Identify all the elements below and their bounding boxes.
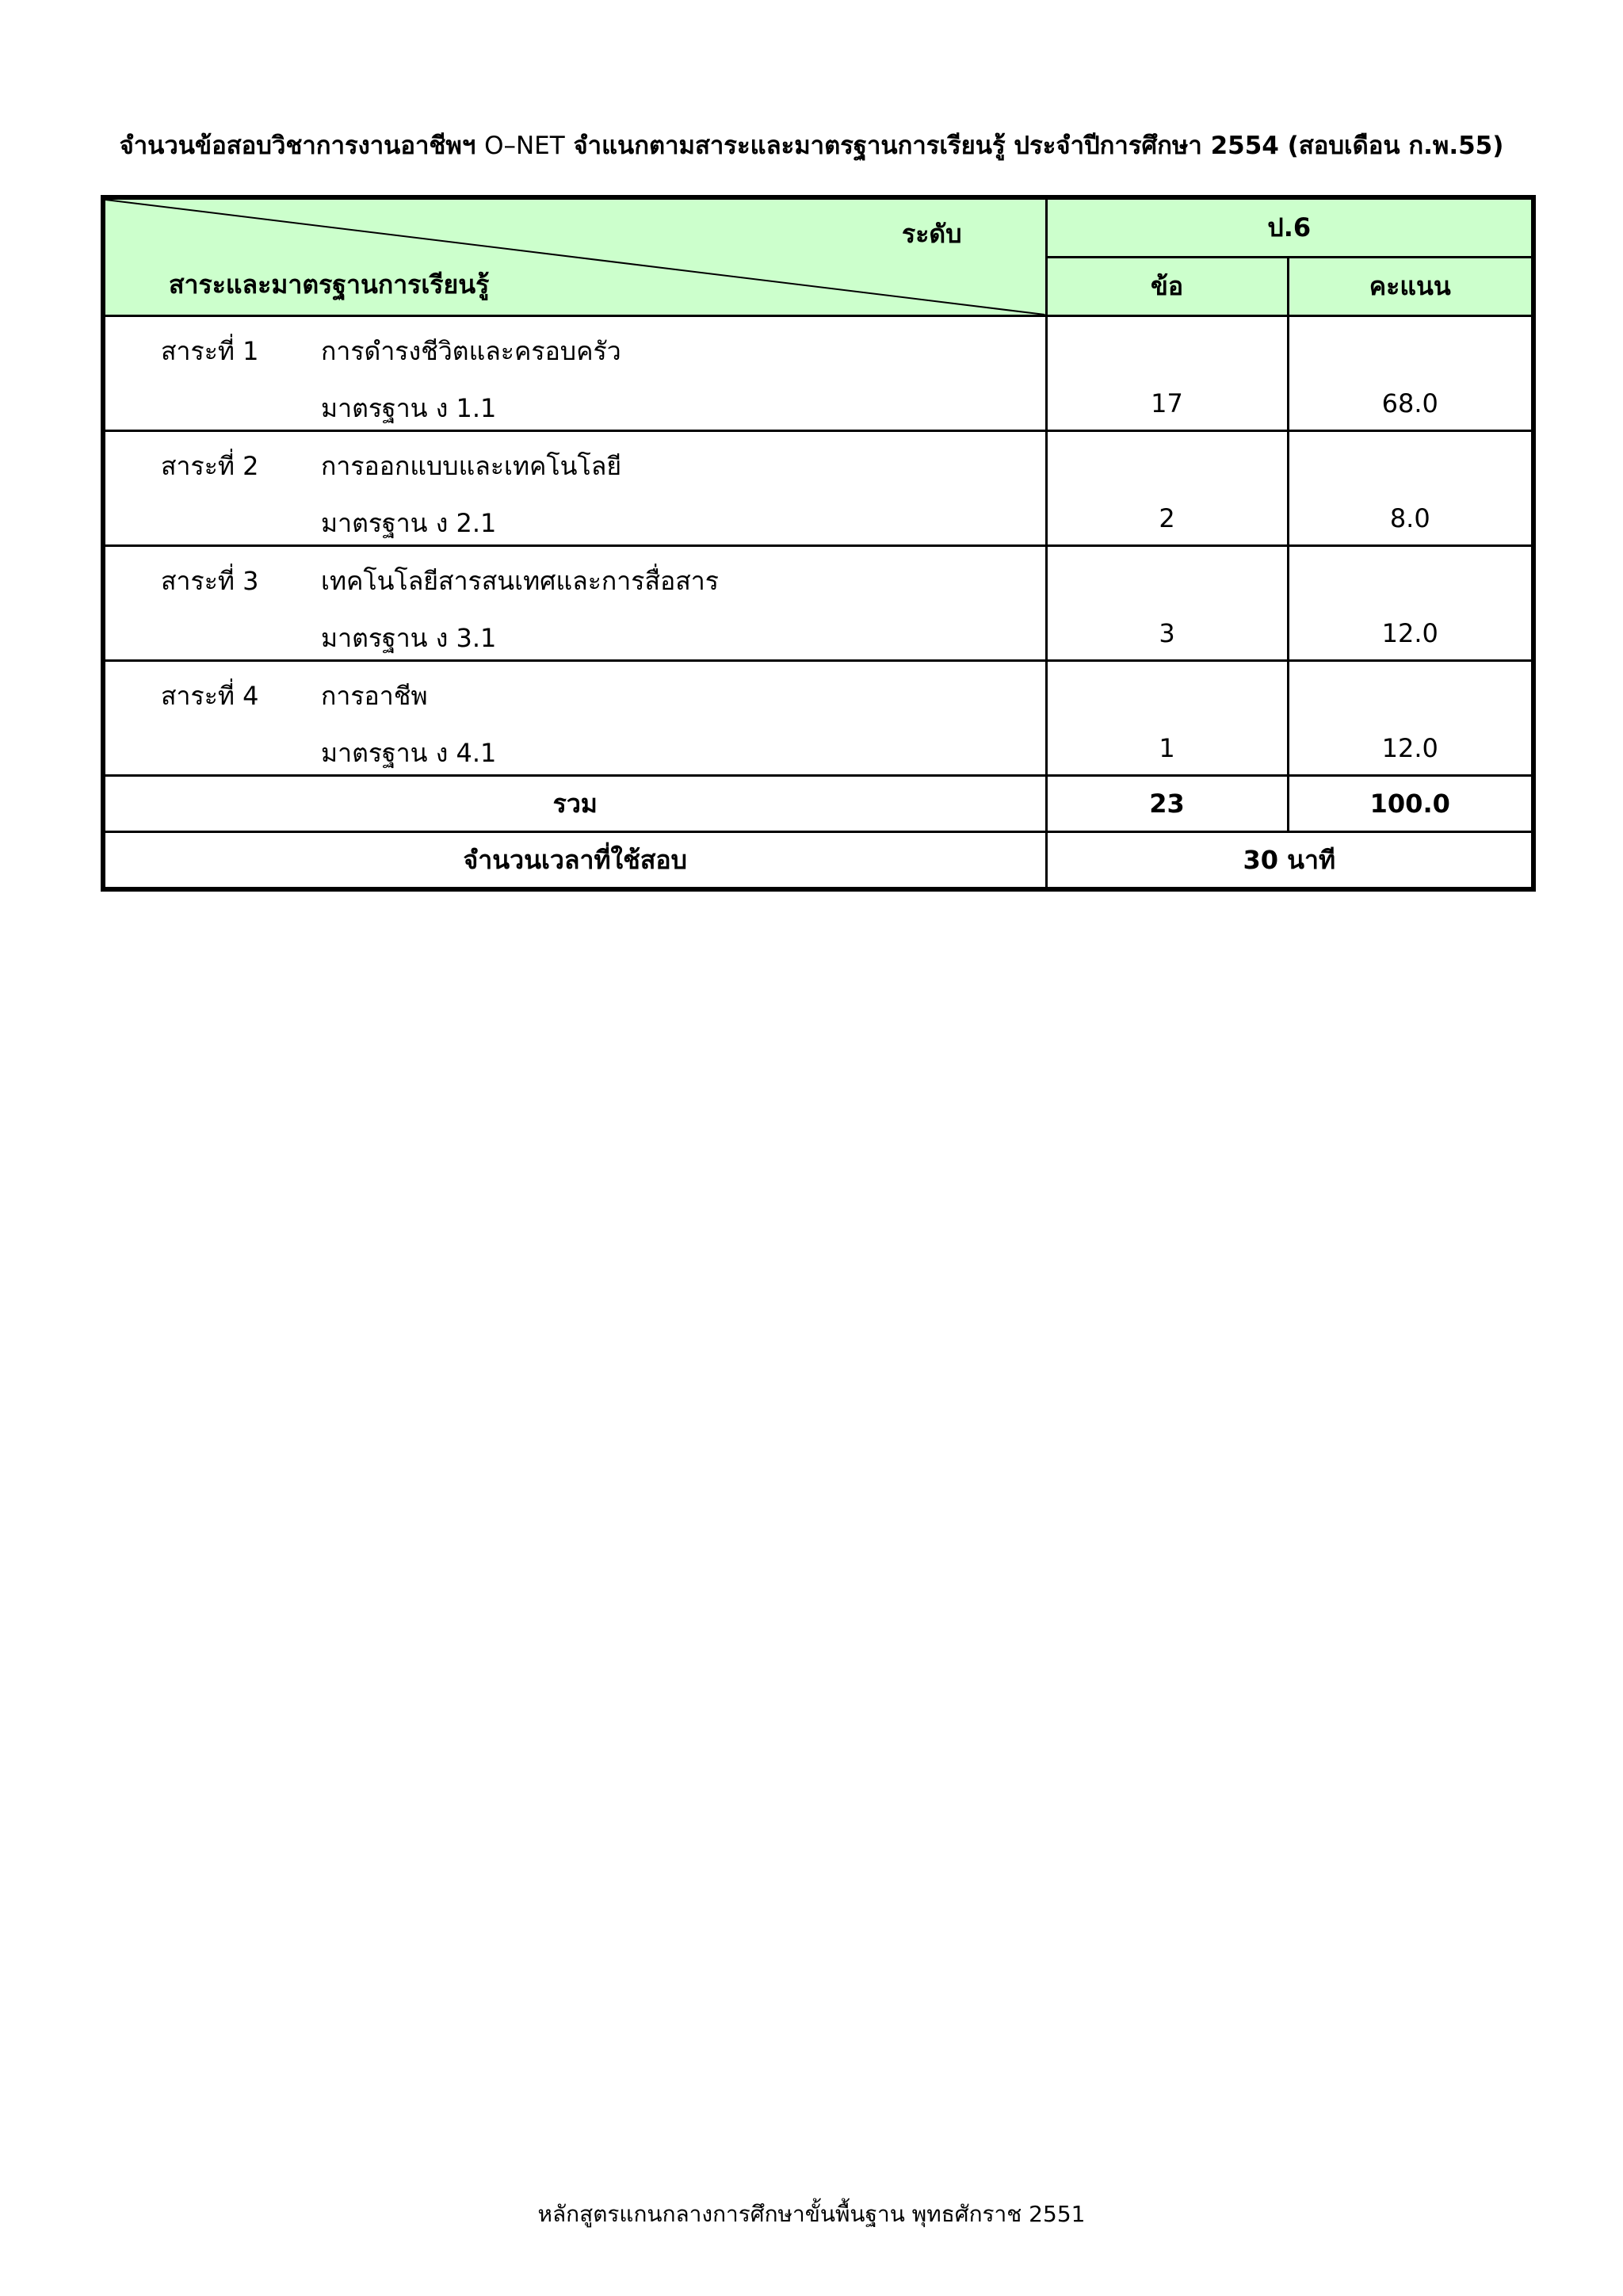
strand-name: การดำรงชีวิตและครอบครัว xyxy=(321,336,621,366)
items-cell xyxy=(1046,546,1288,661)
title-part-1: จำนวนข้อสอบวิชาการงานอาชีพฯ xyxy=(119,132,485,160)
title-onet: O–NET xyxy=(484,132,565,160)
title-part-3: จำแนกตามสาระและมาตรฐานการเรียนรู้ ประจำปีการศึกษา 2554 (สอบเดือน ก.พ.55) xyxy=(564,132,1504,160)
items-column-header: ข้อ xyxy=(1046,258,1288,316)
strand-name: การออกแบบและเทคโนโลยี xyxy=(321,451,622,481)
standard-label: มาตรฐาน ง 1.1 xyxy=(321,393,497,423)
strand-name: เทคโนโลยีสารสนเทศและการสื่อสาร xyxy=(321,566,719,596)
strand-number: สาระที่ 1 xyxy=(161,336,259,366)
diagonal-header-cell xyxy=(103,197,1046,316)
strand-number: สาระที่ 4 xyxy=(161,681,259,711)
time-value: 30 นาที xyxy=(1046,832,1533,890)
score-column-header: คะแนน xyxy=(1288,258,1533,316)
score-cell xyxy=(1288,431,1533,546)
score-value: 12.0 xyxy=(1381,618,1438,648)
standard-label: มาตรฐาน ง 4.1 xyxy=(321,738,497,768)
score-cell xyxy=(1288,546,1533,661)
score-value: 68.0 xyxy=(1381,388,1438,418)
table-row xyxy=(103,661,1533,776)
strand-cell xyxy=(103,431,1046,546)
strand-cell xyxy=(103,546,1046,661)
standard-label: มาตรฐาน ง 2.1 xyxy=(321,508,497,538)
score-value: 12.0 xyxy=(1381,733,1438,763)
items-value: 1 xyxy=(1159,733,1175,763)
items-value: 17 xyxy=(1151,388,1183,418)
score-value: 8.0 xyxy=(1389,503,1430,533)
level-header-label: ระดับ xyxy=(902,219,962,249)
score-cell xyxy=(1288,661,1533,776)
strand-cell xyxy=(103,316,1046,431)
table-row xyxy=(103,316,1533,431)
strand-cell xyxy=(103,661,1046,776)
table-row xyxy=(103,546,1533,661)
total-label: รวม xyxy=(103,776,1046,832)
strand-header-label: สาระและมาตรฐานการเรียนรู้ xyxy=(169,269,490,300)
items-cell xyxy=(1046,316,1288,431)
time-label: จำนวนเวลาที่ใช้สอบ xyxy=(103,832,1046,890)
document-title xyxy=(0,125,1623,165)
total-row xyxy=(103,776,1533,832)
level-header: ป.6 xyxy=(1046,197,1533,258)
total-items: 23 xyxy=(1046,776,1288,832)
table-row xyxy=(103,431,1533,546)
strand-number: สาระที่ 3 xyxy=(161,566,259,596)
strand-name: การอาชีพ xyxy=(321,681,428,711)
score-cell xyxy=(1288,316,1533,431)
standard-label: มาตรฐาน ง 3.1 xyxy=(321,623,497,653)
items-cell xyxy=(1046,431,1288,546)
strand-number: สาระที่ 2 xyxy=(161,451,259,481)
items-value: 2 xyxy=(1159,503,1175,533)
items-cell xyxy=(1046,661,1288,776)
exam-structure-table xyxy=(101,195,1536,892)
time-row xyxy=(103,832,1533,890)
items-value: 3 xyxy=(1159,618,1175,648)
total-score: 100.0 xyxy=(1288,776,1533,832)
page-footer: หลักสูตรแกนกลางการศึกษาขั้นพื้นฐาน พุทธศักราช 2551 xyxy=(537,2201,1086,2227)
